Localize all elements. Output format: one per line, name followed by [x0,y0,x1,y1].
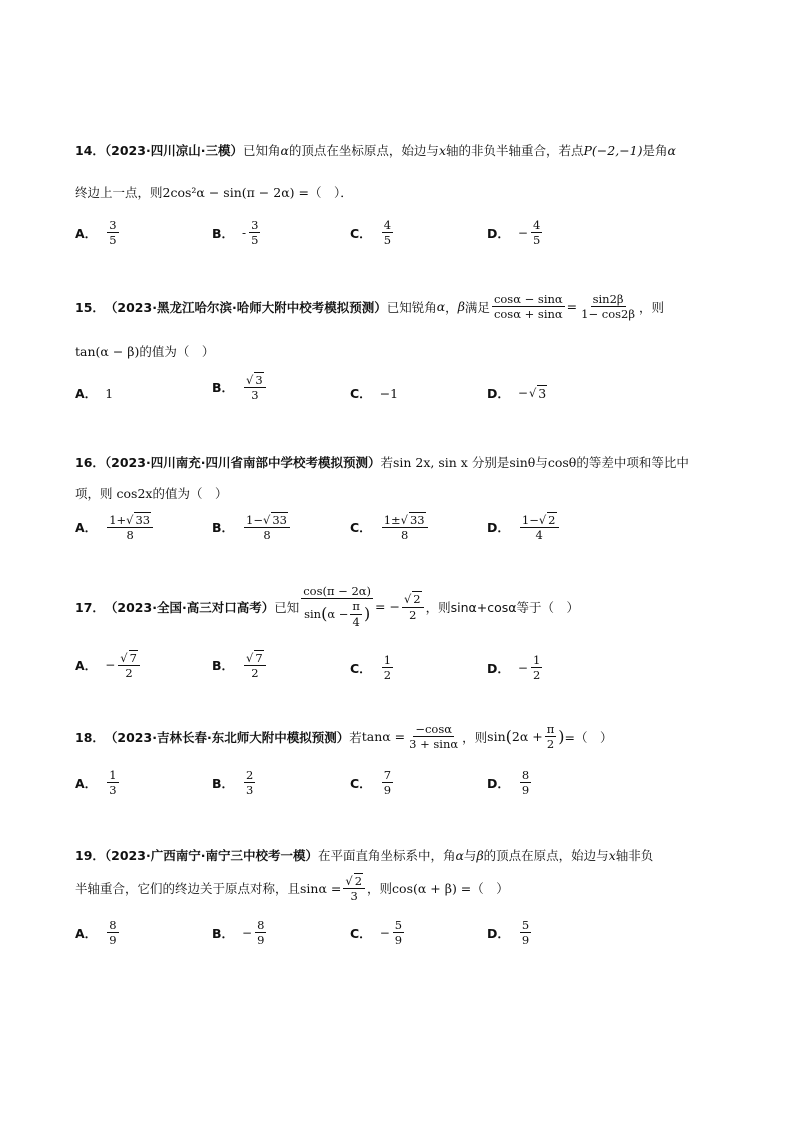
q17-option-b[interactable]: B． $\frac{√ 7}{2}$ [212,650,268,681]
fraction: $\frac{3}{5}$ [109,218,117,248]
q15-line1: 15． （2023·黑龙江哈尔滨·哈师大附中校考模拟预测） 已知锐角 α ， β 满足 $\frac{\cos\alpha - \sin\alpha}{\cos\alpha + \sin\alpha}$ = $\frac{\sin 2\beta}{1- \cos 2\beta}$ ，则 [75,292,665,322]
q15-line2: tan(α − β)的值为（ ） [75,344,215,359]
fraction: $\frac{5}{9}$ [394,918,403,948]
fraction: $\frac{4}{5}$ [532,218,541,248]
fraction: $\frac{\sin 2\beta}{1- \cos 2\beta}$ [581,292,635,322]
fraction: $\frac{√ 3}{3}$ [244,372,266,403]
q17-line1: 17． （2023·全国·高三对口高考） 已知 cos(π − 2α) sin ( α − $\frac{\pi}{4}$ ) = − $\frac{√ 2}{2}$ ，则sinα+cosα等于（ ） [75,584,580,629]
question-number: 19． [75,848,105,863]
fraction: $\frac{√ 7}{2}$ [118,650,140,681]
q17-option-d[interactable]: D． − $\frac{1}{2}$ [487,653,541,683]
question-source: （2023·吉林长春·东北师大附中模拟预测） [104,729,350,745]
q15-option-b[interactable]: B． $\frac{√ 3}{3}$ [212,372,268,403]
q18-option-a[interactable]: A． $\frac{1}{3}$ [75,768,117,798]
fraction: $\frac{8}{9}$ [257,918,265,948]
fraction: $\frac{3}{5}$ [251,218,259,248]
fraction: $\frac{-\cos\alpha}{3 + \sin\alpha}$ [409,722,459,752]
q18-option-c[interactable]: C． $\frac{7}{9}$ [350,768,392,798]
question-number: 14． [75,143,105,158]
math-expression: 2cos²α − sin(π − 2α) = [162,185,309,200]
fraction: $\frac{8}{9}$ [521,768,530,798]
q19-option-b[interactable]: B． − $\frac{8}{9}$ [212,918,265,948]
question-source: （2023·广西南宁·南宁三中校考一模） [104,848,318,863]
q16-line2: 项，则 cos2x的值为（ ） [75,486,228,501]
fraction: $\frac{8}{9}$ [109,918,117,948]
q19-option-a[interactable]: A． $\frac{8}{9}$ [75,918,117,948]
q14-line1: 14．（2023·四川凉山·三模）已知角α的顶点在坐标原点，始边与x轴的非负半轴重合，若点P(−2,−1)是角α [75,143,676,158]
fraction: $\frac{\cos\alpha - \sin\alpha}{\cos\alpha + \sin\alpha}$ [493,292,563,322]
fraction: $\frac{7}{9}$ [383,768,392,798]
q14-option-d[interactable]: D． − $\frac{4}{5}$ [487,218,541,248]
q16-option-a[interactable]: A． $\frac{1+√ 33}{8}$ [75,512,155,543]
fraction: $\frac{√ 2}{3}$ [343,873,365,904]
q15-option-d[interactable]: D． − √ 3 [487,386,547,401]
fraction: $\frac{√ 7}{2}$ [244,650,266,681]
fraction: $\frac{1\pm√ 33}{8}$ [382,512,428,543]
q17-option-a[interactable]: A． − $\frac{√ 7}{2}$ [75,650,142,681]
q14-option-c[interactable]: C． $\frac{4}{5}$ [350,218,392,248]
q17-option-c[interactable]: C． $\frac{1}{2}$ [350,653,392,683]
question-number: 15． [75,299,105,315]
question-source: （2023·四川南充·四川省南部中学校考模拟预测） [104,455,381,470]
q19-option-d[interactable]: D． $\frac{5}{9}$ [487,918,530,948]
q19-option-c[interactable]: C． − $\frac{5}{9}$ [350,918,403,948]
fraction: $\frac{4}{5}$ [383,218,392,248]
q15-option-c[interactable]: C． −1 [350,385,399,401]
fraction: cos(π − 2α) sin ( α − $\frac{\pi}{4}$ ) [303,584,372,629]
question-source: （2023·四川凉山·三模） [104,143,243,158]
q16-option-b[interactable]: B． $\frac{1-√ 33}{8}$ [212,512,292,543]
q16-option-c[interactable]: C． $\frac{1\pm√ 33}{8}$ [350,512,430,543]
q18-line1: 18． （2023·吉林长春·东北师大附中模拟预测） 若 tanα = $\frac{-\cos\alpha}{3 + \sin\alpha}$ ，则 sin ( 2α + $\frac{\pi}{2}$ ) =（ ） [75,722,613,752]
fraction: $\frac{1}{2}$ [383,653,392,683]
q14-line2: 终边上一点，则2cos²α − sin(π − 2α) =（ ）． [75,185,353,200]
q19-line2: 半轴重合，它们的终边关于原点对称，且 sinα = $\frac{√ 2}{3}$ ，则 cos(α + β) = （ ） [75,874,509,904]
question-source: （2023·黑龙江哈尔滨·哈师大附中校考模拟预测） [104,299,387,315]
q16-line1: 16．（2023·四川南充·四川省南部中学校考模拟预测）若sin 2x, sin x 分别是sinθ与cosθ的等差中项和等比中 [75,455,689,470]
point-expression: P(−2,−1) [583,143,643,158]
fraction: $\frac{5}{9}$ [521,918,530,948]
fraction: $\frac{1}{2}$ [532,653,541,683]
question-number: 16． [75,455,105,470]
q18-option-b[interactable]: B． $\frac{2}{3}$ [212,768,254,798]
q14-option-b[interactable]: B． - $\frac{3}{5}$ [212,218,259,248]
q18-option-d[interactable]: D． $\frac{8}{9}$ [487,768,530,798]
question-source: （2023·全国·高三对口高考） [104,599,275,615]
fraction: $\frac{1-√ 33}{8}$ [244,512,290,543]
fraction: $\frac{1-√ 2}{4}$ [520,512,559,543]
math-expression: tan(α − β) [75,344,140,359]
fraction: $\frac{1+√ 33}{8}$ [107,512,153,543]
q16-option-d[interactable]: D． $\frac{1-√ 2}{4}$ [487,512,561,543]
q14-option-a[interactable]: A． $\frac{3}{5}$ [75,218,117,248]
question-number: 18． [75,729,105,745]
fraction: $\frac{2}{3}$ [246,768,254,798]
q19-line1: 19．（2023·广西南宁·南宁三中校考一模）在平面直角坐标系中，角α与β的顶点在原点，始边与x轴非负 [75,848,654,863]
fraction: $\frac{√ 2}{2}$ [402,591,424,622]
q15-option-a[interactable]: A． 1 [75,385,114,401]
question-number: 17． [75,599,105,615]
fraction: $\frac{\pi}{2}$ [546,722,555,752]
fraction: $\frac{1}{3}$ [109,768,117,798]
